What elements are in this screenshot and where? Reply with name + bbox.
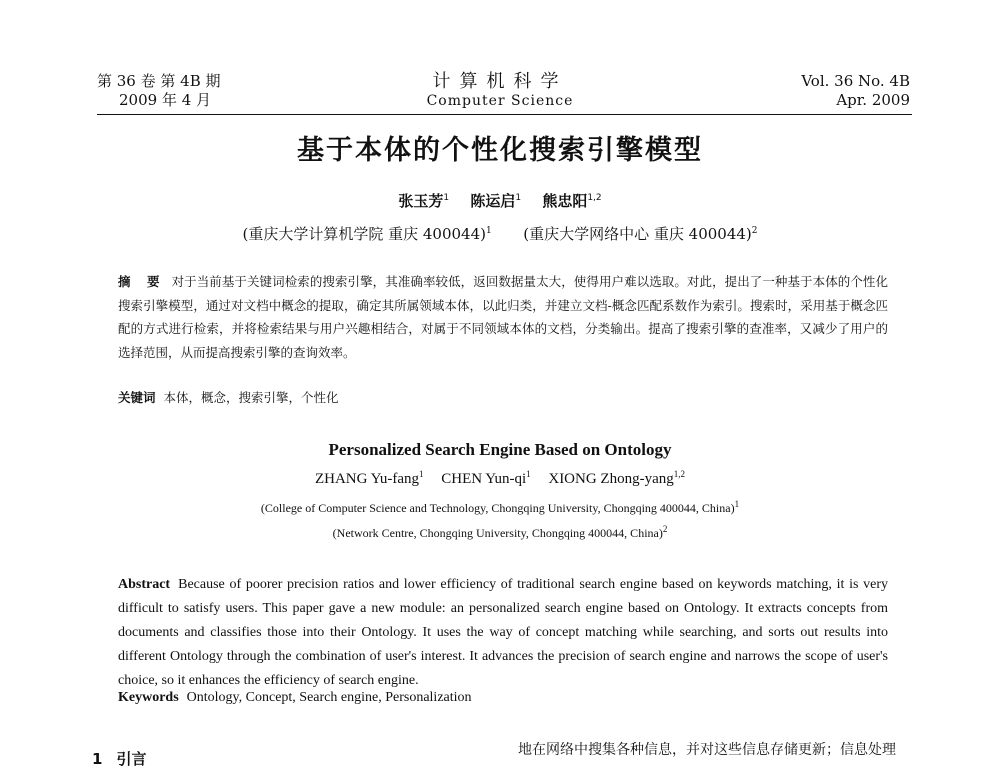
author-en-1 (315, 471, 424, 487)
abstract-en-text: Because of poorer precision ratios and lower efficiency of traditional search engine based on keywords matching, it is very difficult to satisfy users. This paper gave a new module: an personalized search engine based on Ontology. It extracts concepts from documents and classifies those into their Ontology. It uses the way of concept matching while searching, and sorts out results into different Ontology through the combination of user's interest. It advances the precision of search engine and narrows the scope of user's choice, so it enhances the efficiency of search engine. (118, 577, 888, 688)
affiliation-sup: 2 (751, 226, 758, 236)
section-title: 引言 (116, 750, 147, 768)
section-number: 1 (92, 750, 103, 768)
affiliation-cn-2 (523, 225, 757, 243)
author-name: 张玉芳 (398, 192, 444, 210)
date-en: Apr. 2009 (836, 91, 910, 109)
keywords-cn-label: 关键词 (118, 390, 156, 405)
keywords-en-text: Ontology, Concept, Search engine, Personalization (186, 690, 472, 705)
keywords-en-label: Keywords (118, 690, 179, 705)
author-sup: 1 (443, 193, 450, 203)
body-text-fragment: 地在网络中搜集各种信息，并对这些信息存储更新；信息处理 (518, 742, 896, 758)
keywords-cn-text: 本体，概念，搜索引擎，个性化 (163, 390, 339, 405)
author-name: ZHANG Yu-fang (314, 471, 419, 487)
paper-title-en: Personalized Search Engine Based on Ontology (328, 440, 672, 459)
volume-en: Vol. 36 No. 4B (801, 72, 910, 90)
section-heading (92, 748, 146, 769)
author-name: XIONG Zhong-yang (548, 471, 674, 487)
affiliation-text: (College of Computer Science and Technology, Chongqing University, Chongqing 400044, China) (260, 501, 735, 515)
affiliation-sup: 2 (662, 524, 668, 534)
authors-cn (0, 190, 1000, 211)
author-cn-3 (542, 192, 601, 210)
abstract-en-label: Abstract (118, 577, 171, 592)
author-cn-2 (470, 192, 521, 210)
authors-en (0, 469, 1000, 488)
affiliation-text: (重庆大学网络中心 重庆 400044) (523, 225, 752, 243)
paper-title-cn: 基于本体的个性化搜索引擎模型 (297, 135, 703, 166)
date-cn: 2009 年 4 月 (119, 91, 212, 109)
affiliation-en-2 (0, 524, 1000, 541)
author-sup: 1,2 (673, 469, 685, 479)
header-rule (97, 114, 912, 115)
affiliation-sup: 1 (734, 499, 740, 509)
affiliation-text: (重庆大学计算机学院 重庆 400044) (242, 225, 486, 243)
affiliation-en-1 (0, 499, 1000, 516)
abstract-cn-text: 对于当前基于关键词检索的搜索引擎，其准确率较低，返回数据量太大，使得用户难以选取。对此，提出了一种基于本体的个性化搜索引擎模型，通过对文档中概念的提取，确定其所属领域本体，以此归类，并建立文档-概念匹配系数作为索引。搜索时，采用基于概念匹配的方式进行检索，并将检索结果与用户兴趣相结合，对属于不同领域本体的文档，分类输出。提高了搜索引擎的查准率，又减少了用户的选择范围，从而提高搜索引擎的查询效率。 (118, 274, 888, 360)
affiliation-cn-1 (242, 225, 491, 243)
author-en-3 (548, 471, 685, 487)
header-right (801, 72, 910, 110)
keywords-cn (118, 388, 888, 406)
author-sup: 1 (526, 469, 531, 479)
affiliation-text: (Network Centre, Chongqing University, Chongqing 400044, China) (332, 526, 663, 540)
author-name: CHEN Yun-qi (441, 471, 527, 487)
abstract-cn (118, 270, 888, 364)
author-sup: 1 (419, 469, 424, 479)
author-en-2 (441, 471, 530, 487)
affiliations-cn (0, 223, 1000, 244)
journal-cn: 计算机科学 (432, 71, 568, 92)
volume-cn: 第 36 卷 第 4B 期 (97, 72, 221, 90)
author-sup: 1 (515, 193, 522, 203)
affiliation-sup: 1 (485, 226, 492, 236)
abstract-en (118, 573, 888, 693)
keywords-en (118, 690, 888, 706)
journal-en: Computer Science (426, 93, 574, 109)
author-name: 熊忠阳 (542, 192, 588, 210)
author-name: 陈运启 (470, 192, 516, 210)
author-sup: 1,2 (587, 193, 602, 203)
author-cn-1 (398, 192, 449, 210)
abstract-cn-label: 摘 要 (118, 274, 166, 289)
